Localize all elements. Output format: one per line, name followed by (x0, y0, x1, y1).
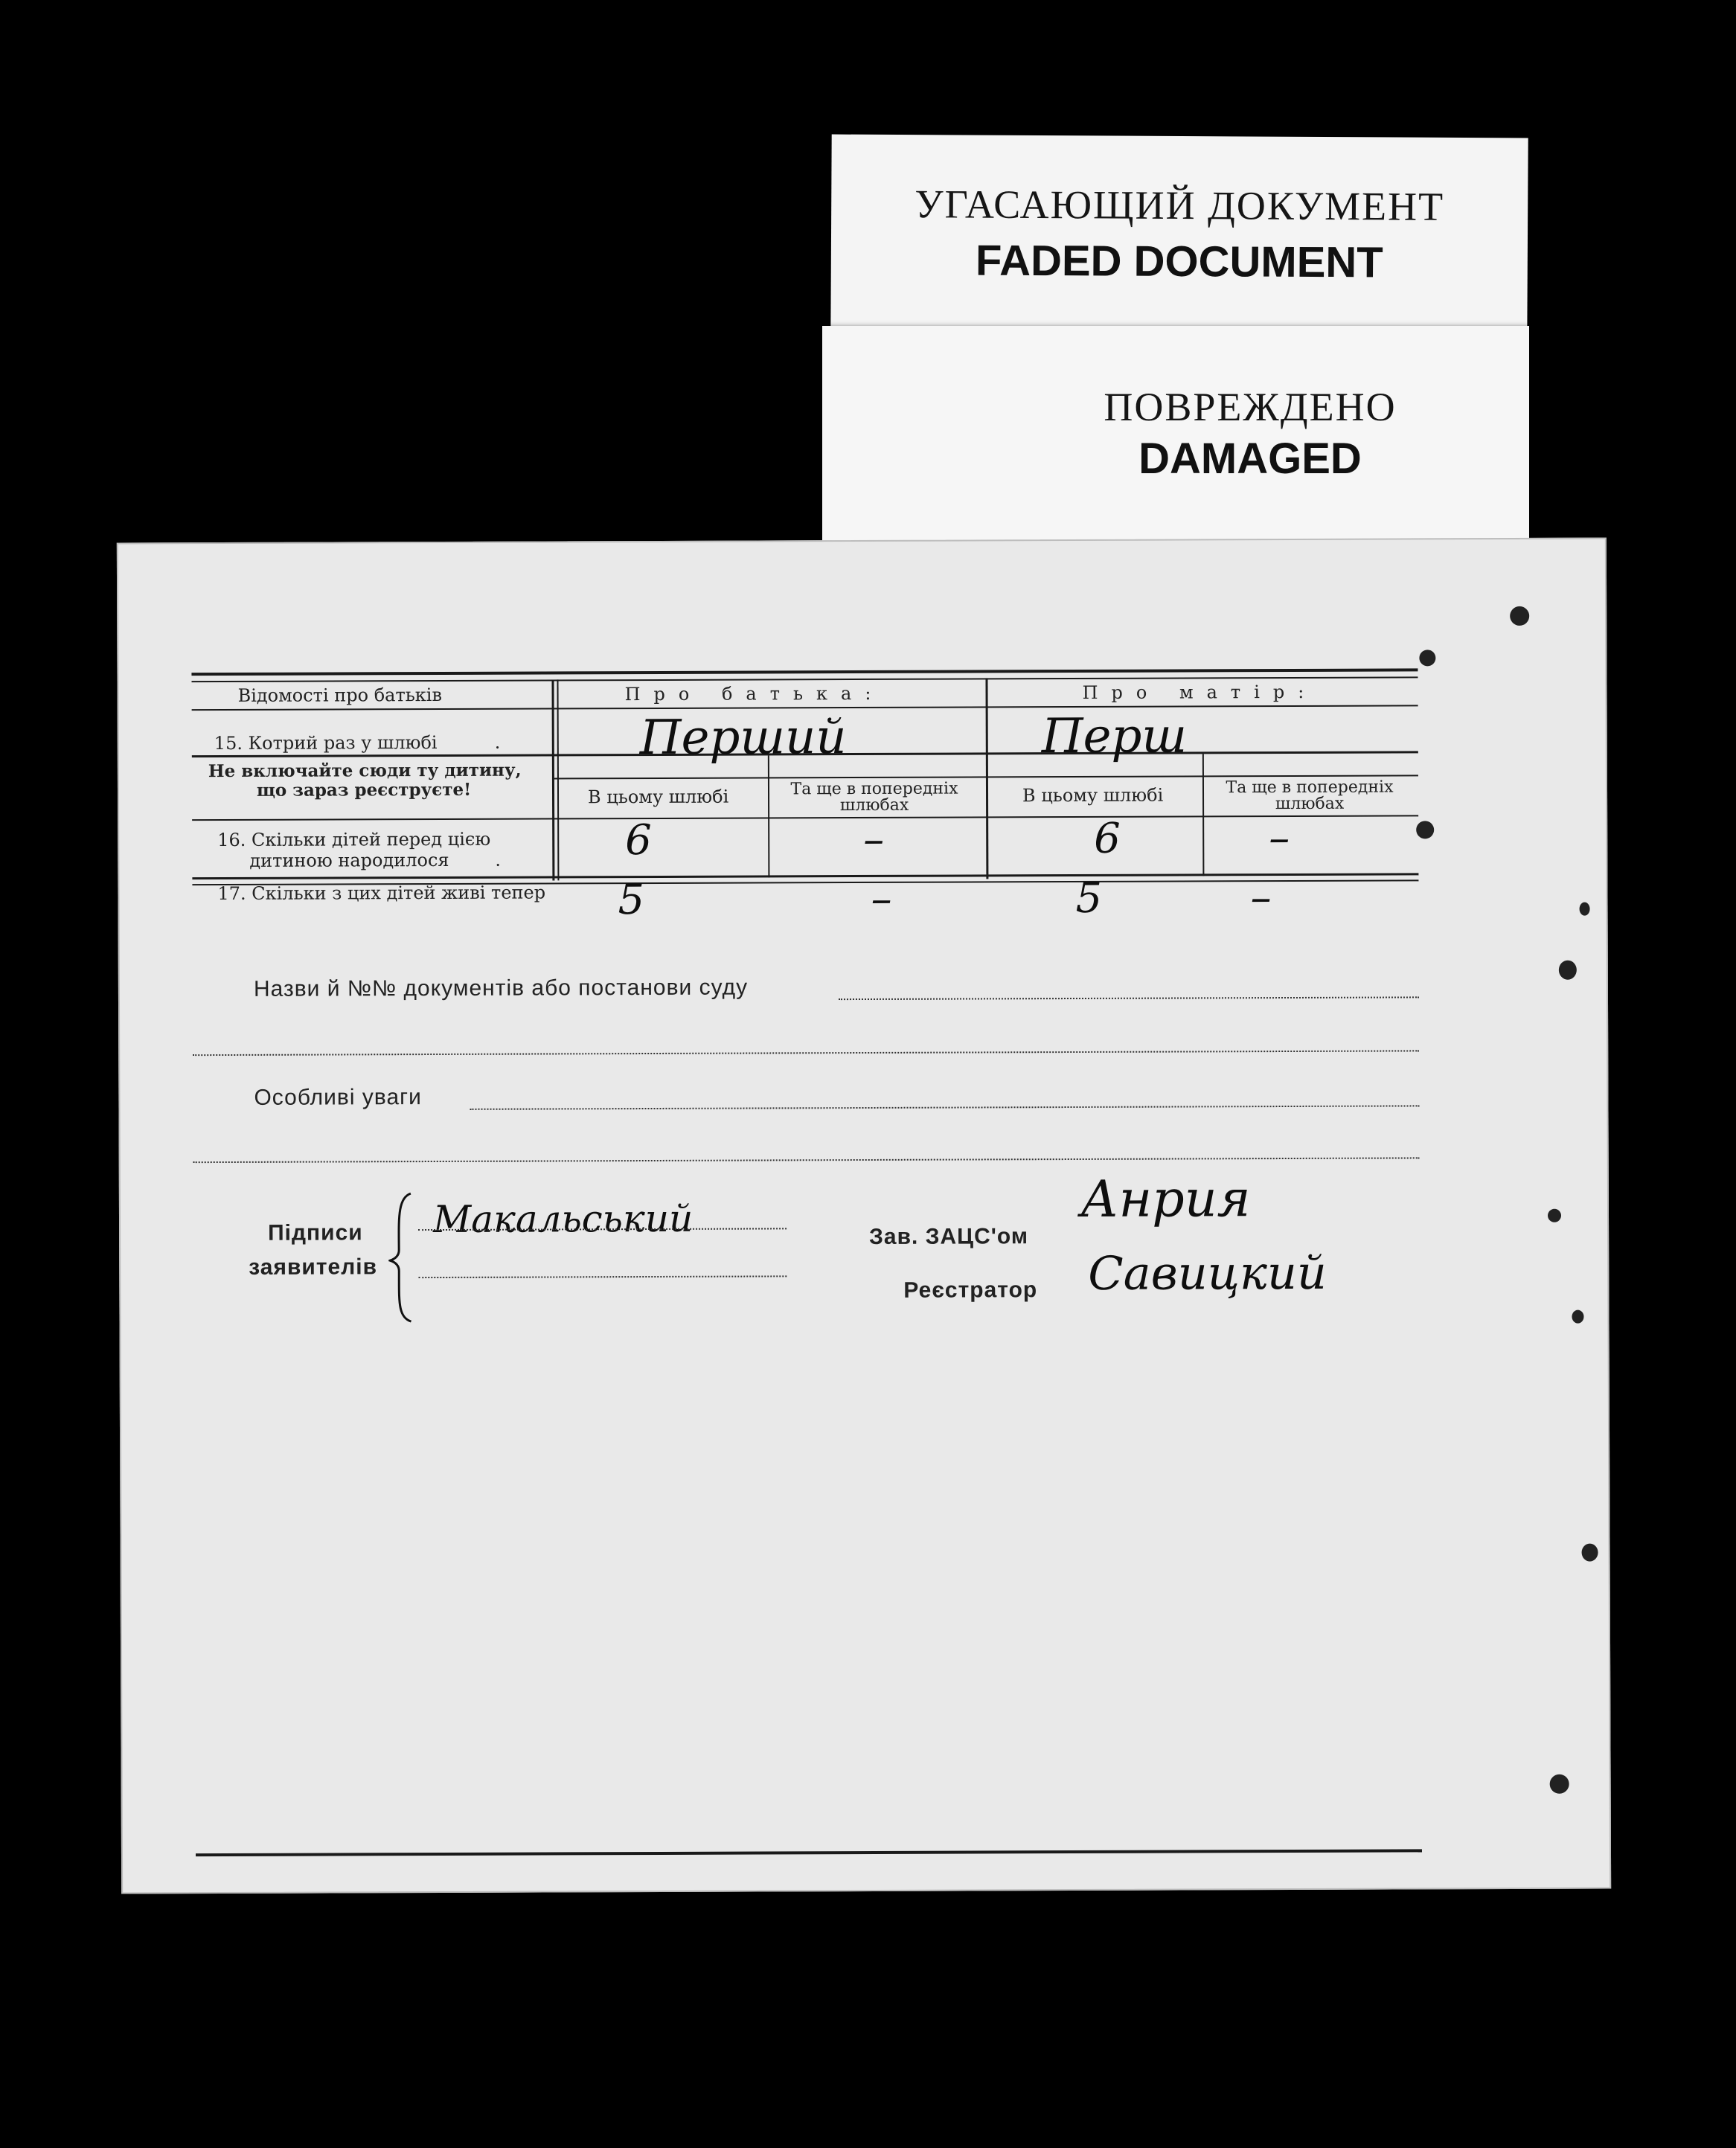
remarks-line-2 (193, 1157, 1420, 1163)
note-line-1: Не включайте сюди ту дитину, (208, 760, 522, 782)
applicant-signature-line-2 (418, 1275, 787, 1278)
document-sheet (117, 538, 1611, 1894)
documents-label: Назви й №№ документів або постанови суду (253, 975, 749, 1001)
faded-slip-ru-text: УГАСАЮЩИЙ ДОКУМЕНТ (915, 182, 1445, 229)
binding-hole (1550, 1774, 1569, 1794)
binding-hole (1572, 1310, 1583, 1324)
binding-hole (1559, 961, 1577, 980)
column-header-parents: Відомості про батьків (237, 684, 443, 706)
row15-father-value: Перший (639, 710, 847, 766)
row17-mother-previous: – (1250, 873, 1272, 923)
row16-mother-previous: – (1269, 813, 1290, 863)
binding-hole (1580, 903, 1590, 916)
applicants-signatures-label-2: заявителів (249, 1254, 378, 1280)
row15-label: 15. Котрий раз у шлюбі (214, 731, 438, 754)
head-of-registry-signature: Анрия (1080, 1170, 1251, 1229)
binding-hole (1416, 821, 1434, 839)
row17-mother-this: 5 (1075, 873, 1103, 923)
binding-hole (1548, 1209, 1561, 1222)
subheader-mother-previous: Та ще в попередніх шлюбах (1226, 778, 1394, 814)
subheader-mother-this-marriage: В цьому шлюбі (1022, 784, 1164, 807)
head-of-registry-label: Зав. ЗАЦС'ом (869, 1224, 1029, 1249)
remarks-label: Особливі уваги (254, 1085, 422, 1110)
registrar-signature: Савицкий (1088, 1245, 1327, 1301)
row16-father-previous: – (863, 815, 885, 864)
row17-father-previous: – (871, 874, 892, 923)
applicants-signatures-label-1: Підписи (268, 1220, 363, 1245)
subheader-father-this-marriage: В цьому шлюбі (587, 786, 729, 808)
registrar-label: Реєстратор (903, 1277, 1038, 1303)
row16-label-line-2: дитиною народилося (249, 849, 449, 871)
damaged-slip-en-text: DAMAGED (1138, 435, 1362, 483)
applicant-signature: Макальський (432, 1196, 694, 1242)
column-header-mother: Про матір: (1082, 681, 1318, 703)
remarks-line-1 (470, 1105, 1419, 1109)
damaged-slip-ru-text: ПОВРЕЖДЕНО (1104, 385, 1397, 429)
bottom-rule (196, 1849, 1422, 1856)
row15-mother-value: Перш (1041, 708, 1188, 765)
row16-mother-this: 6 (1094, 814, 1121, 863)
binding-hole (1419, 650, 1435, 666)
signatures-brace (388, 1190, 419, 1324)
note-line-2: що зараз реєструєте! (256, 779, 472, 801)
row16-father-this: 6 (625, 815, 652, 865)
column-header-father: Про батька: (624, 682, 885, 705)
row17-label: 17. Скільки з цих дітей живі тепер (217, 882, 546, 905)
damaged-document-slip (822, 326, 1529, 542)
documents-line-2 (193, 1050, 1419, 1056)
faded-slip-en-text: FADED DOCUMENT (975, 236, 1383, 287)
faded-document-slip (830, 135, 1528, 339)
parents-info-table: Відомості про батьків Про батька: Про матір: 15. Котрий раз у шлюбі . Перший Перш Не включайте сюди ту дитину, що зараз реєструєте! В цьому шлюбі Та ще в попередніх шлюбах В цьому шлюбі Та ще в попередніх шлюбах 16. Скільки дітей перед цією дитиною народилося . 6 – 6 – 17. Скільки з цих дітей живі тепер 5 – 5 – (118, 539, 1605, 545)
documents-line-1 (839, 996, 1419, 1000)
subheader-father-previous: Та ще в попередніх шлюбах (790, 779, 958, 815)
row16-label-line-1: 16. Скільки дітей перед цією (217, 828, 491, 851)
row17-father-this: 5 (618, 876, 645, 925)
binding-hole (1582, 1544, 1598, 1562)
binding-hole (1510, 606, 1529, 626)
